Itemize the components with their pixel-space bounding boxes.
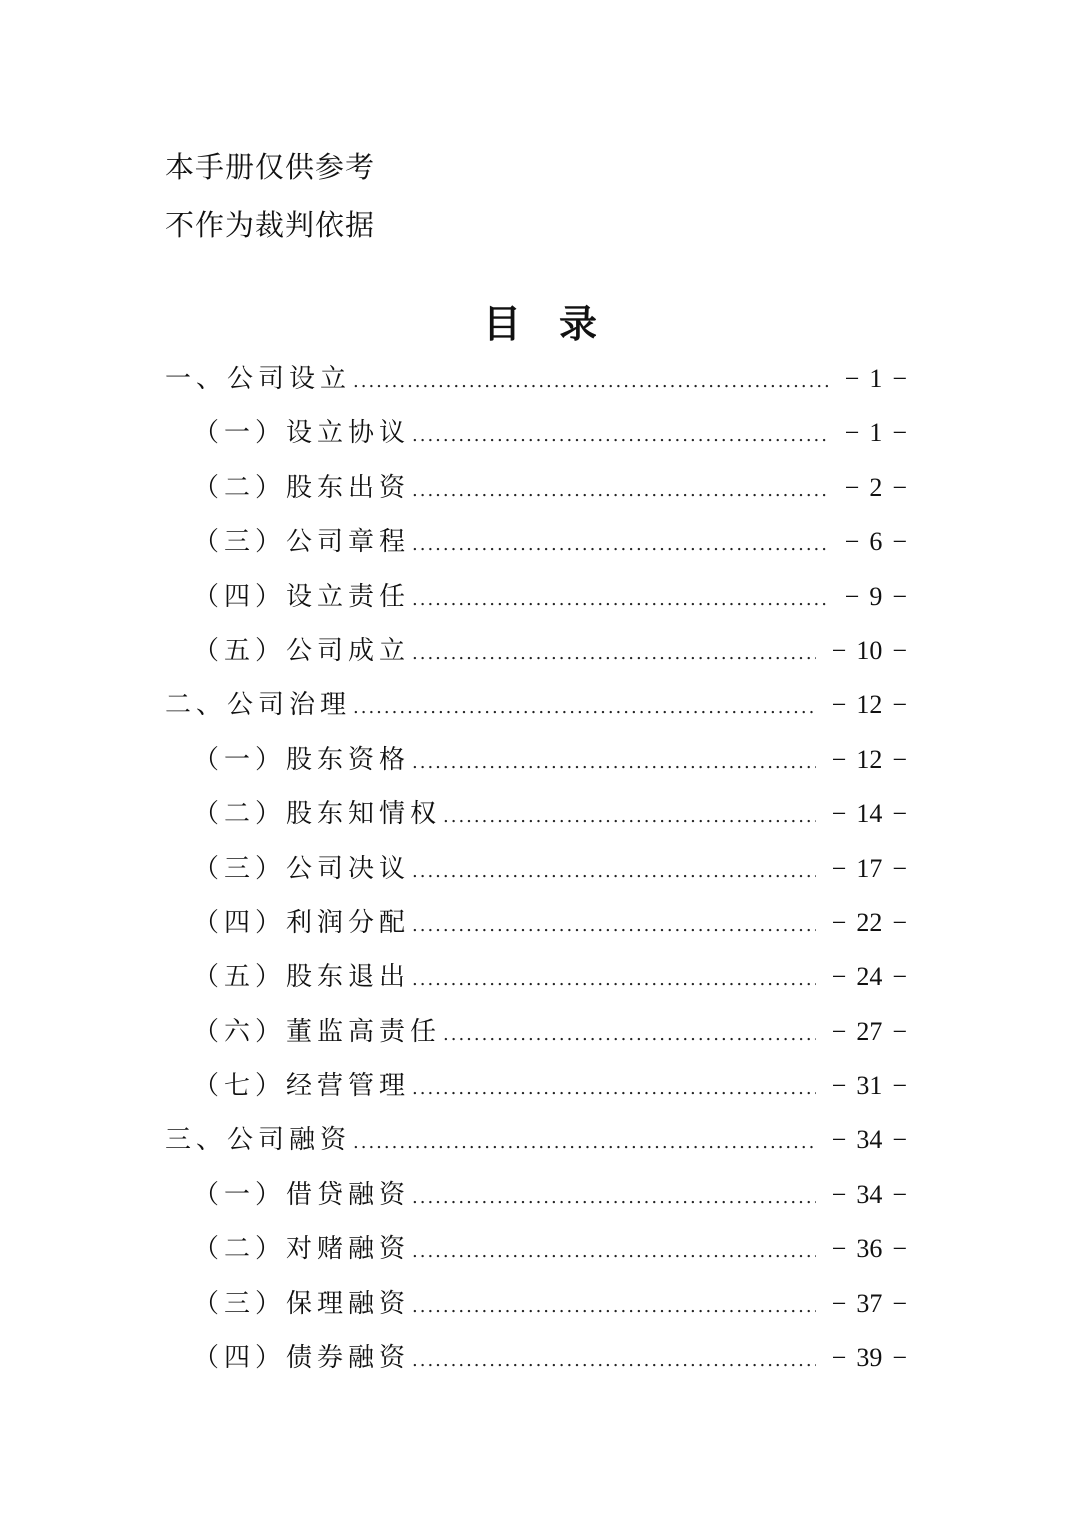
toc-entry[interactable] <box>165 1059 917 1113</box>
toc-entry-page-number: − 12 − <box>831 690 907 720</box>
toc-page-value: 9 <box>869 581 883 611</box>
toc-page-value: 34 <box>856 1125 883 1155</box>
toc-entry-page-number: − 27 − <box>831 1016 907 1046</box>
toc-dot-leader <box>412 896 816 950</box>
toc-entry[interactable] <box>165 461 917 515</box>
toc-entry-page-number: − 37 − <box>831 1288 907 1318</box>
toc-page-value: 36 <box>856 1234 883 1264</box>
toc-entry-label: 二、公司治理 <box>165 690 352 721</box>
toc-entry-page-number: − 24 − <box>831 962 907 992</box>
toc-entry-page-number: − 6 − <box>844 527 907 557</box>
toc-dot-leader <box>412 570 829 624</box>
toc-entry-label: （三）公司章程 <box>193 527 411 558</box>
table-of-contents <box>165 352 917 1385</box>
toc-dot-leader <box>412 624 816 678</box>
toc-dot-leader <box>412 1059 816 1113</box>
toc-dot-leader <box>412 1277 816 1331</box>
toc-entry[interactable] <box>165 515 917 569</box>
toc-entry[interactable] <box>165 1168 917 1222</box>
toc-page-value: 34 <box>856 1179 883 1209</box>
toc-entry-label: （五）股东退出 <box>193 962 411 993</box>
toc-entry[interactable] <box>165 1113 917 1167</box>
toc-entry-page-number: − 34 − <box>831 1125 907 1155</box>
toc-page-value: 31 <box>856 1071 883 1101</box>
toc-entry-label: （五）公司成立 <box>193 635 411 666</box>
toc-page-value: 12 <box>856 744 883 774</box>
toc-entry-label: （一）股东资格 <box>193 744 411 775</box>
toc-entry-page-number: − 9 − <box>844 581 907 611</box>
toc-page-value: 10 <box>856 635 883 665</box>
toc-entry[interactable] <box>165 1005 917 1059</box>
toc-entry[interactable] <box>165 570 917 624</box>
disclaimer-line-2: 不作为裁判依据 <box>165 208 376 242</box>
toc-entry-label: （一）设立协议 <box>193 418 411 449</box>
toc-entry-label: （二）股东知情权 <box>193 799 442 830</box>
toc-page-value: 22 <box>856 907 883 937</box>
toc-entry-page-number: − 1 − <box>844 364 907 393</box>
toc-entry-label: （二）对赌融资 <box>193 1234 411 1265</box>
toc-entry[interactable] <box>165 950 917 1004</box>
toc-dot-leader <box>443 1005 816 1059</box>
disclaimer-notice <box>165 138 375 254</box>
toc-entry-page-number: − 12 − <box>831 744 907 774</box>
toc-entry-page-number: − 1 − <box>844 418 907 448</box>
toc-page-value: 6 <box>869 527 883 557</box>
toc-entry[interactable] <box>165 1222 917 1276</box>
toc-entry-page-number: − 2 − <box>844 472 907 502</box>
toc-entry-page-number: − 39 − <box>831 1343 907 1373</box>
toc-dot-leader <box>412 461 829 515</box>
toc-entry-page-number: − 17 − <box>831 853 907 883</box>
toc-entry-label: （四）债券融资 <box>193 1343 411 1374</box>
toc-entry-page-number: − 34 − <box>831 1179 907 1209</box>
toc-entry[interactable] <box>165 352 917 406</box>
toc-entry[interactable] <box>165 1277 917 1331</box>
toc-page-value: 1 <box>869 418 883 448</box>
toc-entry-label: 一、公司设立 <box>165 364 352 394</box>
disclaimer-line-1: 本手册仅供参考 <box>165 150 376 184</box>
toc-entry-page-number: − 10 − <box>831 635 907 665</box>
toc-dot-leader <box>412 733 816 787</box>
toc-dot-leader <box>353 678 816 732</box>
toc-entry-label: （三）公司决议 <box>193 853 411 884</box>
toc-page-value: 27 <box>856 1016 883 1046</box>
toc-page-value: 37 <box>856 1288 883 1318</box>
toc-entry-label: 三、公司融资 <box>165 1125 352 1156</box>
toc-entry[interactable] <box>165 624 917 678</box>
toc-entry-page-number: − 31 − <box>831 1071 907 1101</box>
toc-entry-label: （四）利润分配 <box>193 907 411 938</box>
toc-entry[interactable] <box>165 787 917 841</box>
toc-entry[interactable] <box>165 406 917 460</box>
toc-entry[interactable] <box>165 842 917 896</box>
toc-entry[interactable] <box>165 733 917 787</box>
toc-dot-leader <box>412 1331 816 1385</box>
toc-dot-leader <box>353 352 829 406</box>
toc-entry[interactable] <box>165 678 917 732</box>
toc-page-value: 12 <box>856 690 883 720</box>
toc-dot-leader <box>412 1222 816 1276</box>
toc-page-value: 24 <box>856 962 883 992</box>
toc-dot-leader <box>412 515 829 569</box>
toc-entry-page-number: − 36 − <box>831 1234 907 1264</box>
toc-entry-label: （四）设立责任 <box>193 581 411 612</box>
toc-title: 目录 <box>482 301 635 346</box>
toc-page-value: 14 <box>856 799 883 829</box>
toc-entry[interactable] <box>165 1331 917 1385</box>
toc-entry-label: （一）借贷融资 <box>193 1179 411 1210</box>
toc-dot-leader <box>412 406 829 460</box>
toc-dot-leader <box>443 787 816 841</box>
toc-page-value: 1 <box>869 364 883 393</box>
toc-entry-label: （七）经营管理 <box>193 1071 411 1102</box>
toc-dot-leader <box>412 1168 816 1222</box>
toc-dot-leader <box>412 842 816 896</box>
toc-entry-label: （二）股东出资 <box>193 472 411 503</box>
toc-entry-label: （三）保理融资 <box>193 1288 411 1319</box>
toc-page-value: 2 <box>869 472 883 502</box>
toc-entry-page-number: − 14 − <box>831 799 907 829</box>
toc-entry[interactable] <box>165 896 917 950</box>
toc-dot-leader <box>353 1113 816 1167</box>
toc-page-value: 17 <box>856 853 883 883</box>
toc-entry-page-number: − 22 − <box>831 907 907 937</box>
toc-entry-label: （六）董监高责任 <box>193 1016 442 1047</box>
toc-dot-leader <box>412 950 816 1004</box>
toc-page-value: 39 <box>856 1343 883 1373</box>
